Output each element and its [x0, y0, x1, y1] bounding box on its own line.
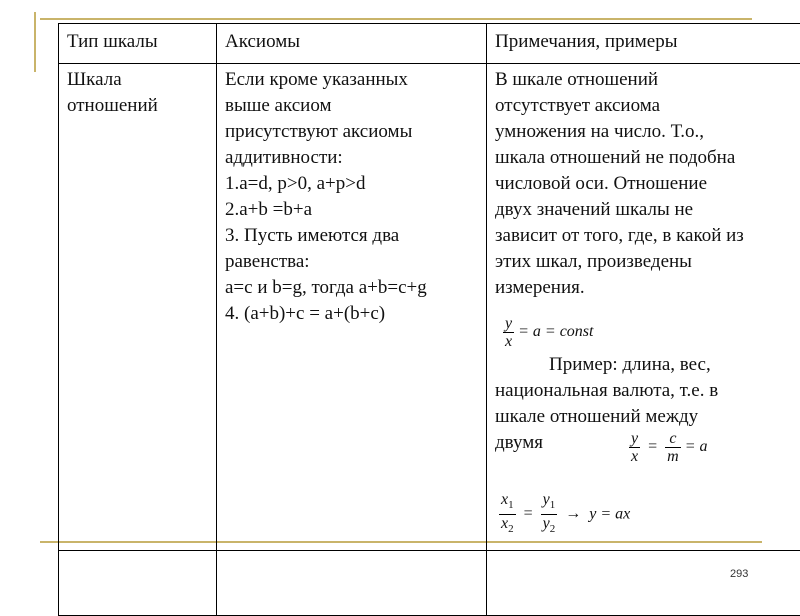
- note-line: двух значений шкалы не: [495, 197, 792, 223]
- formula-proportion: $\frac{x_1}{x_2}$ = $\frac{y_1}{y_2}$ → y = ax: [499, 491, 792, 538]
- cell-scale-type: [59, 64, 217, 551]
- formula-ratio-equal: $\frac{y}{x}$ = $\frac{c}{m}$ = a: [629, 430, 792, 465]
- formula-den: x: [501, 515, 508, 532]
- cell-notes: [487, 64, 800, 551]
- formula-den: m: [665, 448, 681, 465]
- formula-sub: 1: [550, 499, 556, 511]
- note-line: В шкале отношений: [495, 67, 792, 93]
- formula-rest: = a: [685, 438, 708, 455]
- scale-type-line: отношений: [67, 93, 208, 119]
- axiom-line: 3. Пусть имеются два: [225, 223, 478, 249]
- formula-num: x: [501, 491, 508, 508]
- header-scale-type: Тип шкалы: [59, 24, 217, 64]
- axiom-line: a=c и b=g, тогда a+b=c+g: [225, 275, 478, 301]
- decorative-left-line: [34, 12, 36, 72]
- axiom-line: 1.a=d, p>0, a+p>d: [225, 171, 478, 197]
- formula-rest: = a = const: [518, 323, 593, 340]
- formula-num: c: [665, 430, 681, 448]
- note-line: отсутствует аксиома: [495, 93, 792, 119]
- formula-den: x: [629, 448, 640, 465]
- table-row: [59, 64, 800, 551]
- formula-num: y: [503, 315, 514, 333]
- formula-sub: 2: [508, 523, 514, 535]
- axiom-line: присутствуют аксиомы: [225, 119, 478, 145]
- table-header-row: [59, 24, 800, 64]
- formula-rest: y = ax: [589, 505, 630, 522]
- header-notes: Примечания, примеры: [487, 24, 800, 64]
- example-line: шкале отношений между: [495, 404, 792, 430]
- formula-num: y: [629, 430, 640, 448]
- axiom-line: 2.a+b =b+a: [225, 197, 478, 223]
- example-line: национальная валюта, т.е. в: [495, 378, 792, 404]
- header-axioms: Аксиомы: [217, 24, 487, 64]
- note-line: умножения на число. Т.о.,: [495, 119, 792, 145]
- axiom-line: Если кроме указанных: [225, 67, 478, 93]
- axiom-line: аддитивности:: [225, 145, 478, 171]
- page-number: 293: [730, 568, 748, 580]
- scale-table: [58, 23, 800, 616]
- axiom-line: равенства:: [225, 249, 478, 275]
- note-line: измерения.: [495, 275, 792, 301]
- formula-sub: 1: [508, 499, 514, 511]
- empty-cell: [487, 551, 800, 616]
- empty-cell: [59, 551, 217, 616]
- formula-den: y: [543, 515, 550, 532]
- axiom-line: 4. (a+b)+c = a+(b+c): [225, 301, 478, 327]
- arrow-icon: →: [565, 505, 581, 522]
- empty-cell: [217, 551, 487, 616]
- note-line: этих шкал, произведены: [495, 249, 792, 275]
- scale-type-line: Шкала: [67, 67, 208, 93]
- formula-sub: 2: [550, 523, 556, 535]
- decorative-top-line: [40, 18, 752, 20]
- formula-ratio-const: [503, 315, 792, 350]
- axiom-line: выше аксиом: [225, 93, 478, 119]
- note-line: шкала отношений не подобна: [495, 145, 792, 171]
- table-row-empty: [59, 551, 800, 616]
- example-line: двумя: [495, 430, 792, 456]
- cell-axioms: [217, 64, 487, 551]
- note-line: зависит от того, где, в какой из: [495, 223, 792, 249]
- note-line: числовой оси. Отношение: [495, 171, 792, 197]
- formula-num: y: [543, 491, 550, 508]
- formula-den: x: [503, 333, 514, 350]
- example-line: Пример: длина, вес,: [549, 352, 792, 378]
